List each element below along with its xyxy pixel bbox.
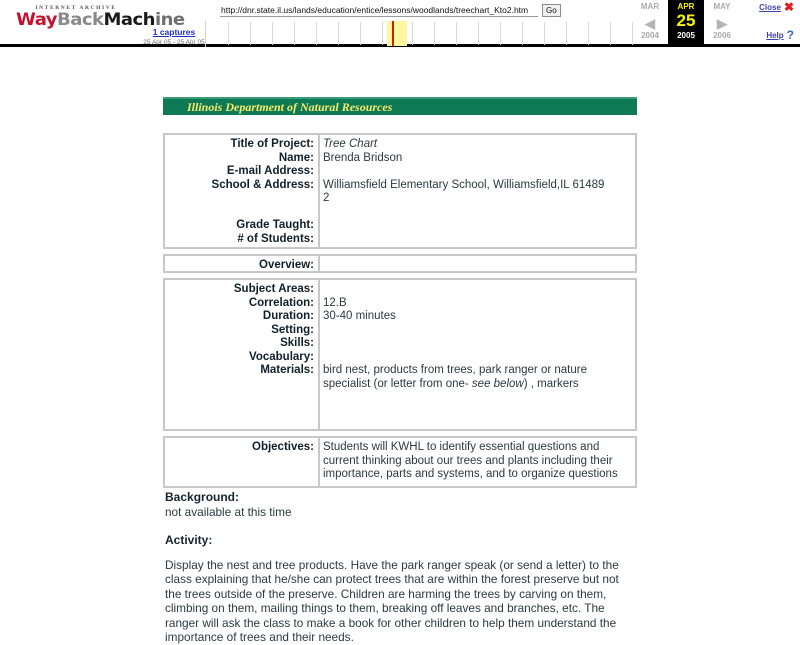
activity-line5: ranger will ask the class to make a book for other children to help them understand the	[165, 615, 617, 630]
help-link[interactable]: Help	[766, 30, 784, 40]
current-month-label: APR	[677, 2, 695, 11]
wordmark-ine: ine	[154, 10, 185, 30]
value-objectives-line1: Students will KWHL to identify essential questions and	[323, 441, 600, 453]
activity-line6: importance of trees and their needs.	[165, 630, 354, 644]
value-school-address-line2: 2	[323, 192, 330, 204]
lesson-plan-table	[163, 133, 637, 493]
help-row[interactable]	[742, 30, 794, 40]
activity-line4: climbing on them, mailing things to them, breaking off leaves and branches, etc. The	[165, 601, 605, 615]
project-info-values	[320, 135, 635, 247]
next-year-label: 2006	[713, 31, 731, 40]
value-email-address	[323, 165, 631, 179]
value-skills	[323, 337, 631, 351]
activity-heading: Activity:	[165, 532, 213, 547]
value-objectives-line2: current thinking about our trees and plants including their	[323, 454, 613, 467]
prev-year-label: 2004	[641, 31, 659, 40]
date-navigator	[632, 0, 742, 44]
background-heading: Background:	[165, 490, 240, 504]
value-name: Brenda Bridson	[323, 151, 403, 164]
next-month-column[interactable]	[704, 0, 740, 40]
value-title-of-project: Tree Chart	[323, 138, 378, 150]
label-duration: Duration:	[262, 310, 314, 322]
objectives-value-cell	[320, 438, 635, 486]
subject-labels	[165, 280, 320, 429]
close-icon[interactable]: ✖	[783, 0, 794, 14]
value-materials-line2	[323, 378, 631, 392]
materials-text-post: ) , markers	[523, 377, 579, 390]
value-materials-line1: bird nest, products from trees, park ranger or nature	[323, 364, 587, 376]
help-icon[interactable]: ?	[786, 28, 794, 42]
value-school-address-line1: Williamsfield Elementary School, Williamsfield,IL 61489	[323, 178, 605, 191]
label-name: Name:	[278, 151, 314, 164]
label-skills: Skills:	[280, 337, 314, 349]
wordmark-way: Way	[16, 10, 58, 30]
wayback-logo[interactable]	[16, 5, 185, 30]
label-email-address: E-mail Address:	[226, 165, 314, 177]
overview-block	[163, 254, 637, 273]
current-date-column[interactable]	[668, 0, 704, 44]
objectives-label-cell	[165, 438, 320, 486]
captures-count-link[interactable]: 1 captures	[152, 27, 196, 37]
label-school-address: School & Address:	[211, 178, 314, 191]
archived-page	[0, 47, 800, 644]
overview-value-cell	[320, 256, 635, 271]
dnr-banner	[163, 97, 637, 115]
label-grade-taught: Grade Taught:	[236, 219, 314, 231]
subject-block	[163, 278, 637, 431]
value-setting	[323, 324, 631, 338]
value-number-of-students	[323, 233, 631, 247]
label-setting: Setting:	[271, 323, 314, 336]
selected-capture-band	[387, 21, 407, 46]
close-link[interactable]: Close	[759, 2, 781, 12]
internet-archive-label: INTERNET ARCHIVE	[35, 5, 117, 11]
activity-line2: class explaining that he/she can protect trees that are within the forest preserve but not	[165, 572, 619, 586]
background-text: not available at this time	[165, 505, 292, 519]
next-arrow-icon[interactable]: ▶	[717, 16, 727, 31]
wayback-machine-wordmark	[16, 10, 185, 30]
current-year-label: 2005	[677, 31, 695, 40]
value-objectives-line3: importance, parts and systems, and to organize questions	[323, 468, 618, 480]
url-bar	[220, 4, 561, 17]
value-correlation: 12.B	[323, 296, 347, 309]
label-number-of-students: # of Students:	[237, 232, 314, 245]
value-duration: 30-40 minutes	[323, 310, 396, 322]
materials-text-pre: specialist (or letter from one-	[323, 377, 472, 390]
label-title-of-project: Title of Project:	[230, 138, 314, 150]
wordmark-back: Back	[57, 10, 104, 30]
label-objectives: Objectives:	[252, 441, 314, 453]
project-info-labels	[165, 135, 320, 247]
capture-timeline[interactable]	[205, 20, 637, 47]
subject-values	[320, 280, 635, 429]
activity-line3: the trees outside of the preserve. Children are harming the trees by carving on them,	[165, 586, 607, 601]
page-body-sections	[165, 490, 635, 645]
prev-month-column[interactable]	[632, 0, 668, 40]
next-month-label: MAY	[713, 2, 731, 11]
wayback-toolbar	[0, 0, 800, 47]
label-subject-areas: Subject Areas:	[233, 283, 314, 295]
objectives-block	[163, 436, 637, 488]
captures-date-range: 25 Apr 05 - 25 Apr 05	[143, 39, 205, 46]
label-correlation: Correlation:	[248, 296, 314, 309]
materials-see-below: see below	[471, 377, 524, 390]
prev-arrow-icon[interactable]: ◀	[645, 16, 655, 31]
current-day-label: 25	[676, 11, 696, 30]
overview-label-cell	[165, 256, 320, 271]
project-info-block	[163, 133, 637, 249]
label-materials: Materials:	[260, 364, 314, 376]
value-vocabulary	[323, 351, 631, 365]
value-grade-taught	[323, 219, 631, 233]
go-button[interactable]: Go	[542, 4, 561, 17]
url-input[interactable]	[220, 4, 538, 17]
wordmark-mach: Mach	[103, 10, 155, 30]
label-vocabulary: Vocabulary:	[249, 350, 314, 363]
capture-marker[interactable]	[392, 21, 394, 46]
dnr-banner-title: Illinois Department of Natural Resources	[187, 100, 393, 114]
prev-month-label: MAR	[640, 2, 660, 11]
label-overview: Overview:	[259, 259, 314, 271]
value-subject-areas	[323, 283, 631, 297]
activity-line1: Display the nest and tree products. Have the park ranger speak (or send a letter) to the	[165, 557, 619, 572]
close-row[interactable]	[742, 2, 794, 12]
